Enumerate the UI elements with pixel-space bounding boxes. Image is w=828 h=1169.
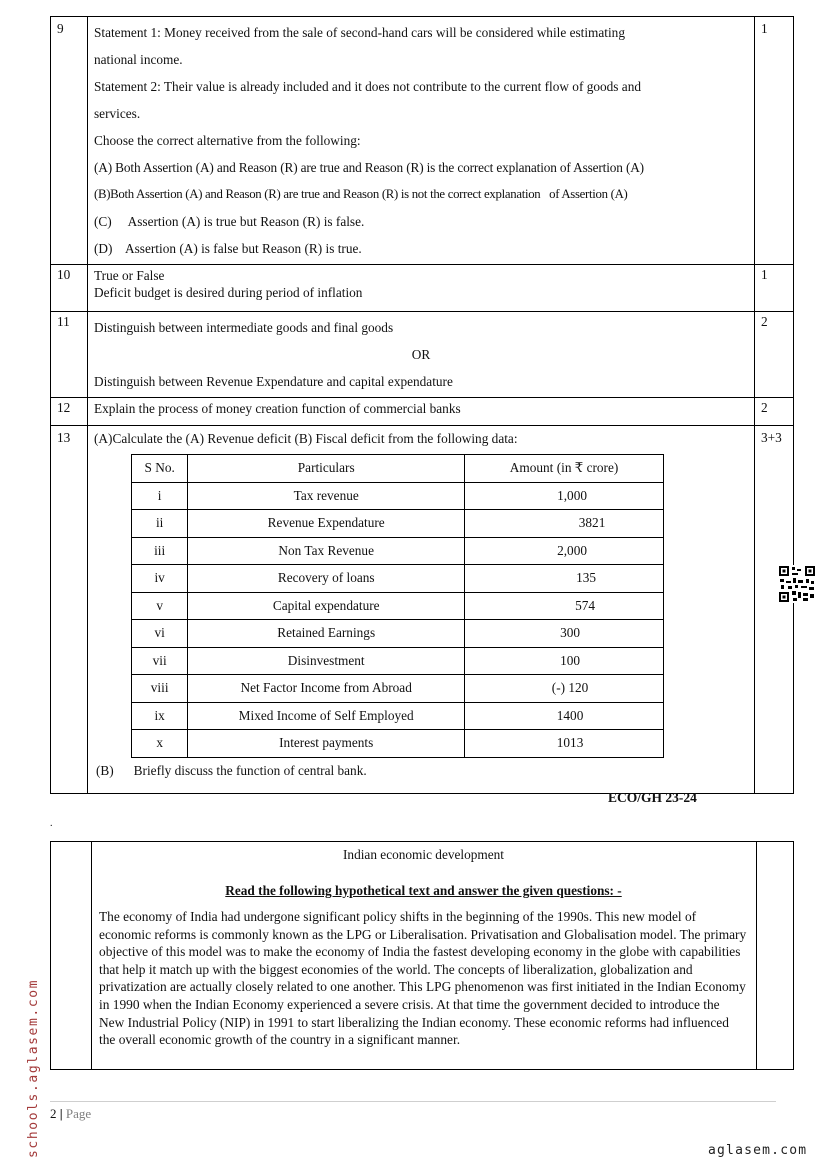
section2-instruction: Read the following hypothetical text and answer the given questions: -: [225, 883, 622, 898]
question-marks: 2: [755, 398, 794, 426]
question-row-11: [51, 312, 794, 398]
row-sno: vi: [132, 620, 188, 648]
page-number: 2: [50, 1106, 57, 1121]
section2-title: Indian economic development: [343, 847, 504, 862]
row-sno: vii: [132, 647, 188, 675]
option-a: (A) Both Assertion (A) and Reason (R) are true and Reason (R) is the correct explanation of Assertion (A): [94, 160, 644, 175]
question-marks: 1: [755, 265, 794, 312]
question-number: 10: [51, 265, 88, 312]
section2-table: [50, 841, 794, 1070]
row-sno: i: [132, 482, 188, 510]
statement-2: Statement 2: Their value is already included and it does not contribute to the current flow of goods and: [94, 79, 641, 94]
question-body: [88, 17, 755, 265]
table-row: [132, 592, 664, 620]
row-sno: iii: [132, 537, 188, 565]
footer-page-label: [50, 1106, 91, 1122]
question-type: True or False: [94, 268, 165, 283]
section2-content: [92, 842, 757, 1070]
option-d: (D) Assertion (A) is false but Reason (R) is true.: [94, 241, 362, 256]
option-c: (C) Assertion (A) is true but Reason (R) is false.: [94, 214, 365, 229]
question-marks: 1: [755, 17, 794, 265]
row-amount: 1,000: [465, 482, 664, 510]
question-body: [88, 312, 755, 398]
watermark-right: aglasem.com: [708, 1143, 808, 1158]
part-b-question: (B) Briefly discuss the function of central bank.: [96, 762, 367, 778]
question-number: 9: [51, 17, 88, 265]
table-row: [132, 565, 664, 593]
footer-divider: [50, 1101, 776, 1102]
statement-1-cont: national income.: [94, 52, 183, 67]
row-particular: Capital expendature: [188, 592, 465, 620]
row-amount: 1013: [465, 730, 664, 758]
or-separator: OR: [411, 347, 431, 362]
row-particular: Recovery of loans: [188, 565, 465, 593]
table-row: [132, 702, 664, 730]
row-amount: 100: [465, 647, 664, 675]
row-particular: Disinvestment: [188, 647, 465, 675]
table-row: [132, 730, 664, 758]
row-sno: x: [132, 730, 188, 758]
statement-1: Statement 1: Money received from the sale of second-hand cars will be considered while estimating: [94, 25, 625, 40]
statement-2-cont: services.: [94, 106, 141, 121]
row-amount: 135: [465, 565, 664, 593]
row-particular: Mixed Income of Self Employed: [188, 702, 465, 730]
row-sno: v: [132, 592, 188, 620]
row-sno: viii: [132, 675, 188, 703]
table-row: [132, 620, 664, 648]
question-number: 11: [51, 312, 88, 398]
table-row: [132, 482, 664, 510]
choose-instruction: Choose the correct alternative from the following:: [94, 133, 361, 148]
col-header-sno: S No.: [132, 455, 188, 483]
paper-code: ECO/GH 23-24: [608, 790, 697, 805]
row-amount: 3821: [465, 510, 664, 538]
row-particular: Net Factor Income from Abroad: [188, 675, 465, 703]
section2-right-cell: [757, 842, 794, 1070]
table-row: [132, 537, 664, 565]
option-b: (B)Both Assertion (A) and Reason (R) are true and Reason (R) is not the correct explanation of Assertion (A): [94, 187, 628, 201]
row-amount: 2,000: [465, 537, 664, 565]
question-number: 13: [51, 426, 88, 794]
row-amount: (-) 120: [465, 675, 664, 703]
section2-passage: The economy of India had undergone significant policy shifts in the beginning of the 1990s. This new model of economic reforms is commonly known as the LPG or Liberalisation. Privatisation and Globalisation model. The primary objective of this model was to make the economy of India the fastest developing economy in the globe with capabilities that help it match up with the biggest economies of the world. The concepts of liberalization, globalization and privatization are actually closely related to one another. This LPG phenomenon was first initiated in the Indian Economy in 1990 when the Indian Economy experienced a severe crisis. At that time the government decided to introduce the New Industrial Policy (NIP) in 1991 to start liberalizing the Indian economy. These economic reforms had influenced the overall economic growth of the country in a significant manner.: [99, 909, 747, 1048]
table-row: [132, 510, 664, 538]
col-header-particulars: Particulars: [188, 455, 465, 483]
question-marks: 2: [755, 312, 794, 398]
row-particular: Non Tax Revenue: [188, 537, 465, 565]
question-body: [88, 426, 755, 794]
section2-left-cell: [51, 842, 92, 1070]
row-particular: Revenue Expendature: [188, 510, 465, 538]
data-table: [131, 454, 664, 758]
question-row-12: [51, 398, 794, 426]
qr-code: [778, 565, 816, 603]
question-text: Explain the process of money creation function of commercial banks: [94, 401, 461, 416]
question-number: 12: [51, 398, 88, 426]
row-amount: 1400: [465, 702, 664, 730]
row-amount: 300: [465, 620, 664, 648]
row-particular: Interest payments: [188, 730, 465, 758]
row-sno: iv: [132, 565, 188, 593]
row-sno: ii: [132, 510, 188, 538]
watermark-left: schools.aglasem.com: [26, 978, 41, 1158]
question-body: [88, 265, 755, 312]
question-row-13: [51, 426, 794, 794]
question-text: Distinguish between intermediate goods and final goods: [94, 320, 394, 335]
table-row: [132, 647, 664, 675]
question-intro: (A)Calculate the (A) Revenue deficit (B) Fiscal deficit from the following data:: [94, 431, 518, 446]
question-row-10: [51, 265, 794, 312]
row-particular: Retained Earnings: [188, 620, 465, 648]
question-alt-text: Distinguish between Revenue Expendature and capital expendature: [94, 374, 453, 389]
row-sno: ix: [132, 702, 188, 730]
page-word: Page: [65, 1106, 92, 1121]
question-marks: 3+3: [755, 426, 794, 794]
page-separator: |: [59, 1106, 63, 1121]
row-amount: 574: [465, 592, 664, 620]
qr-code-icon: [778, 565, 816, 603]
questions-table: [50, 16, 794, 794]
col-header-amount: Amount (in ₹ crore): [465, 455, 664, 483]
question-body: [88, 398, 755, 426]
table-row: [132, 675, 664, 703]
stray-dot: .: [50, 818, 53, 829]
question-text: Deficit budget is desired during period of inflation: [94, 285, 363, 300]
row-particular: Tax revenue: [188, 482, 465, 510]
data-table-header: [132, 455, 664, 483]
question-row-9: [51, 17, 794, 265]
